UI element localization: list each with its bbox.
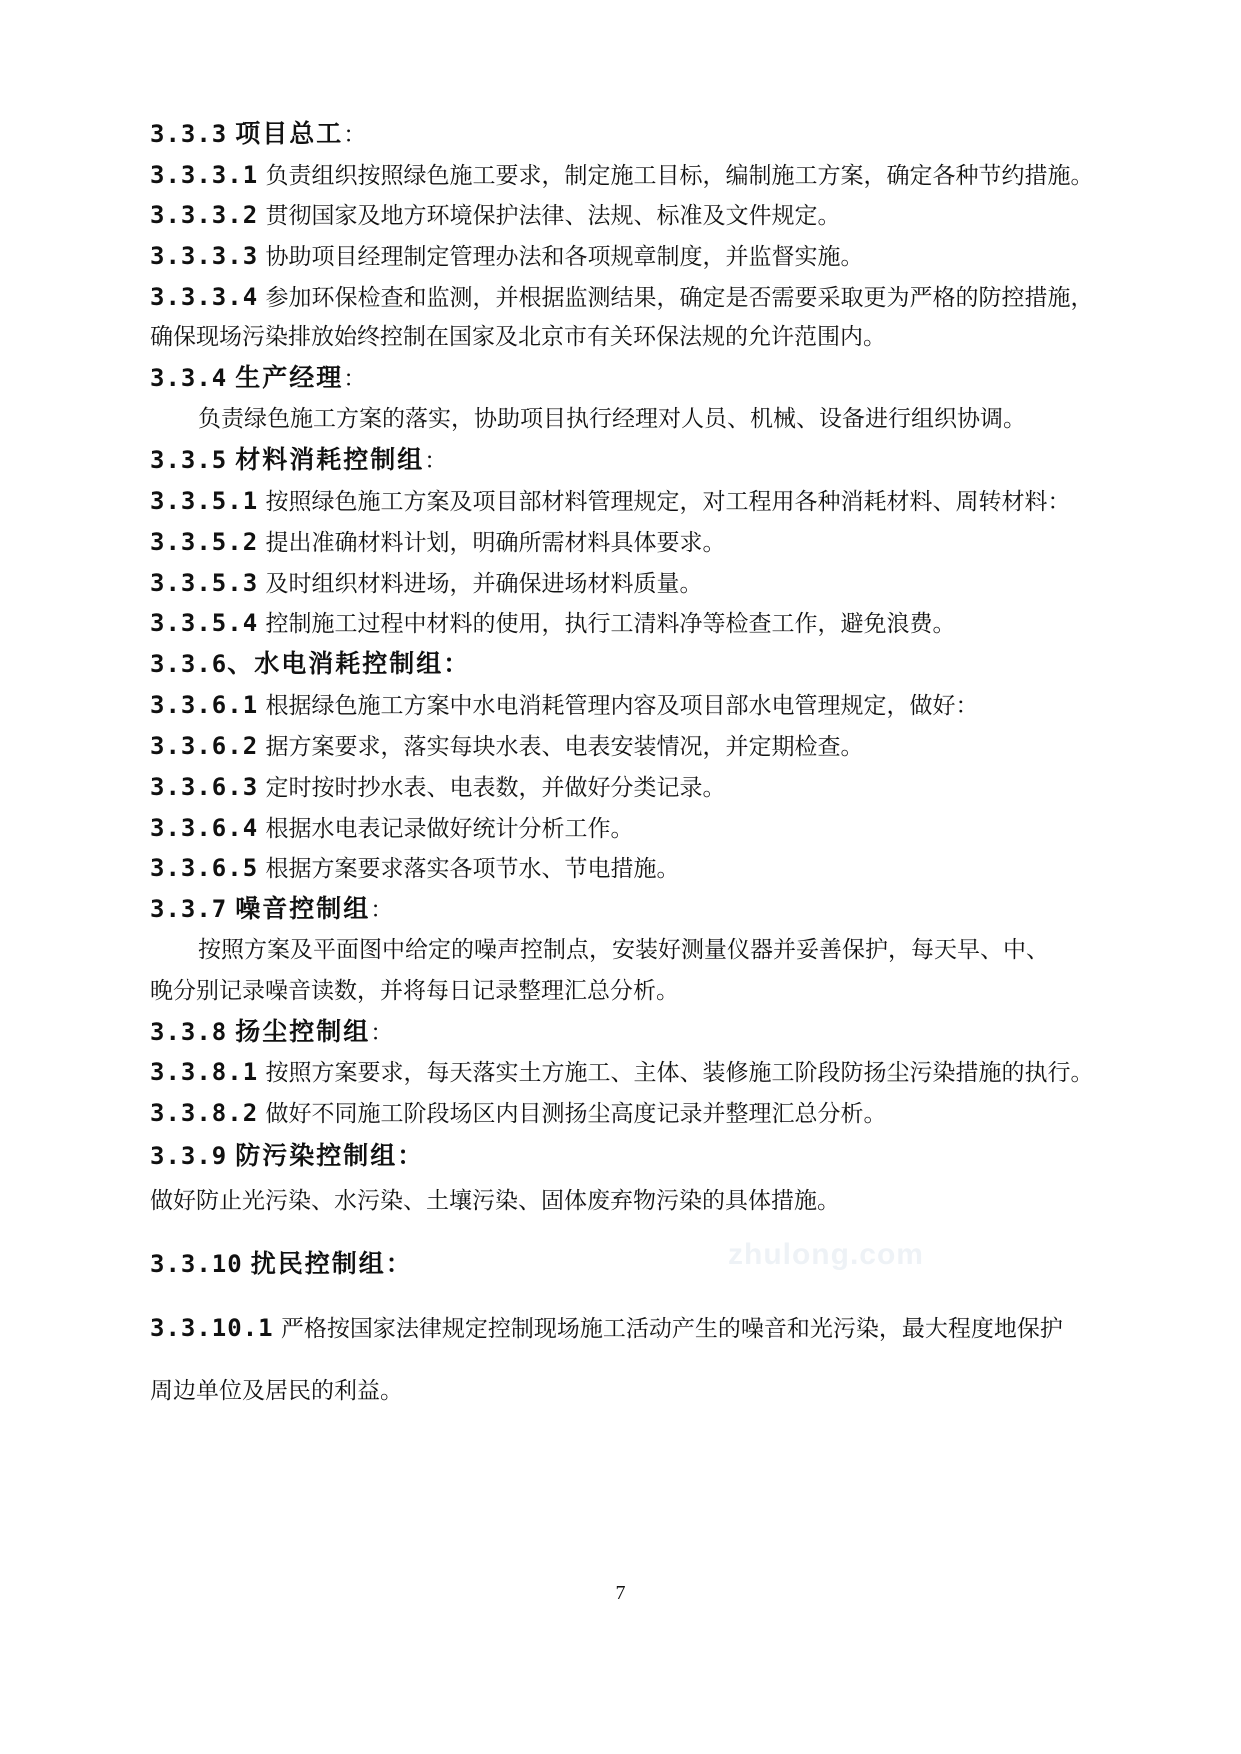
paragraph-item <box>150 160 1130 191</box>
page-number: 7 <box>615 1582 626 1604</box>
paragraph-item <box>150 282 1130 313</box>
paragraph-continuation <box>150 976 1130 1006</box>
item-text: 周边单位及居民的利益。 <box>150 1378 403 1404</box>
paragraph-item <box>150 527 1130 558</box>
paragraph-item <box>150 568 1130 599</box>
section-heading-3-3-7 <box>150 894 1130 925</box>
body-text: 按照方案及平面图中给定的噪声控制点，安装好测量仪器并妥善保护，每天早、中、 <box>198 937 1049 963</box>
section-heading-3-3-3 <box>150 119 1130 150</box>
item-number: 3.3.6.2 <box>150 732 259 760</box>
paragraph-continuation <box>150 322 1130 352</box>
item-number: 3.3.6.5 <box>150 854 259 882</box>
paragraph-item <box>150 772 1130 803</box>
item-number: 3.3.6.4 <box>150 814 259 842</box>
section-number: 3.3.3 <box>150 120 228 148</box>
item-text: 负责组织按照绿色施工要求，制定施工目标，编制施工方案，确定各种节约措施。 <box>265 163 1094 189</box>
section-title: 生产经理 <box>235 363 344 392</box>
item-text: 参加环保检查和监测，并根据监测结果，确定是否需要采取更为严格的防控措施， <box>265 285 1094 311</box>
item-text: 及时组织材料进场，并确保进场材料质量。 <box>265 571 703 597</box>
section-number: 3.3.10 <box>150 1250 243 1278</box>
item-number: 3.3.10.1 <box>150 1314 274 1342</box>
item-number: 3.3.6.3 <box>150 773 259 801</box>
section-heading-3-3-6 <box>150 649 1130 680</box>
heading-colon: ： <box>397 1141 425 1170</box>
item-number: 3.3.5.3 <box>150 569 259 597</box>
item-text: 按照绿色施工方案及项目部材料管理规定，对工程用各种消耗材料、周转材料： <box>265 489 1071 515</box>
item-number: 3.3.5.2 <box>150 528 259 556</box>
paragraph-item <box>150 241 1130 272</box>
body-text: 晚分别记录噪音读数，并将每日记录整理汇总分析。 <box>150 978 679 1004</box>
item-text: 做好不同施工阶段场区内目测扬尘高度记录并整理汇总分析。 <box>265 1101 887 1127</box>
item-text: 严格按国家法律规定控制现场施工活动产生的噪音和光污染，最大程度地保护 <box>280 1316 1063 1342</box>
section-number: 3.3.5 <box>150 446 228 474</box>
item-text: 根据方案要求落实各项节水、节电措施。 <box>265 856 680 882</box>
section-heading-3-3-8 <box>150 1017 1130 1048</box>
section-title: 噪音控制组 <box>235 894 371 923</box>
item-number: 3.3.6.1 <box>150 691 259 719</box>
heading-colon: ： <box>424 448 448 474</box>
section-number: 3.3.9 <box>150 1142 228 1170</box>
watermark-text: zhulong.com <box>728 1238 924 1271</box>
heading-colon: ： <box>343 366 367 392</box>
paragraph-item <box>150 1057 1130 1088</box>
section-heading-3-3-10 <box>150 1249 1130 1280</box>
section-title: 项目总工 <box>235 119 344 148</box>
section-heading-3-3-5 <box>150 445 1130 476</box>
item-text: 贯彻国家及地方环境保护法律、法规、标准及文件规定。 <box>265 203 841 229</box>
item-text: 根据水电表记录做好统计分析工作。 <box>265 816 634 842</box>
heading-colon: ： <box>343 122 367 148</box>
paragraph-continuation <box>150 1376 1130 1406</box>
item-number: 3.3.3.1 <box>150 161 259 189</box>
heading-colon: ： <box>385 1249 413 1278</box>
paragraph-item <box>150 1313 1130 1344</box>
section-number: 3.3.7 <box>150 895 228 923</box>
paragraph-item <box>150 608 1130 639</box>
section-number: 3.3.4 <box>150 364 228 392</box>
paragraph-item <box>150 486 1130 517</box>
item-text: 按照方案要求，每天落实土方施工、主体、装修施工阶段防扬尘污染措施的执行。 <box>265 1060 1094 1086</box>
item-text: 定时按时抄水表、电表数，并做好分类记录。 <box>265 775 726 801</box>
body-text: 做好防止光污染、水污染、土壤污染、固体废弃物污染的具体措施。 <box>150 1188 840 1214</box>
heading-colon: ： <box>443 649 471 678</box>
item-number: 3.3.8.2 <box>150 1099 259 1127</box>
heading-colon: ： <box>370 1020 394 1046</box>
item-number: 3.3.5.1 <box>150 487 259 515</box>
section-title: 扰民控制组 <box>250 1249 386 1278</box>
item-number: 3.3.3.3 <box>150 242 259 270</box>
section-heading-3-3-9 <box>150 1141 1130 1172</box>
item-text: 提出准确材料计划，明确所需材料具体要求。 <box>265 530 726 556</box>
item-text: 协助项目经理制定管理办法和各项规章制度，并监督实施。 <box>265 244 864 270</box>
section-heading-3-3-4 <box>150 363 1130 394</box>
section-number: 3.3.6 <box>150 650 228 678</box>
section-title: 防污染控制组 <box>235 1141 398 1170</box>
paragraph-item <box>150 200 1130 231</box>
item-number: 3.3.8.1 <box>150 1058 259 1086</box>
section-title: 材料消耗控制组 <box>235 445 425 474</box>
heading-colon: ： <box>370 897 394 923</box>
item-text: 根据绿色施工方案中水电消耗管理内容及项目部水电管理规定，做好： <box>265 693 979 719</box>
item-text: 确保现场污染排放始终控制在国家及北京市有关环保法规的允许范围内。 <box>150 324 886 350</box>
paragraph-item <box>150 690 1130 721</box>
item-number: 3.3.5.4 <box>150 609 259 637</box>
item-text: 控制施工过程中材料的使用，执行工清料净等检查工作，避免浪费。 <box>265 611 956 637</box>
paragraph-body <box>198 935 1178 965</box>
section-title: 扬尘控制组 <box>235 1017 371 1046</box>
paragraph-item <box>150 1098 1130 1129</box>
paragraph-body <box>150 1186 1130 1216</box>
body-text: 负责绿色施工方案的落实，协助项目执行经理对人员、机械、设备进行组织协调。 <box>198 406 1026 432</box>
section-number: 3.3.8 <box>150 1018 228 1046</box>
item-text: 据方案要求，落实每块水表、电表安装情况，并定期检查。 <box>265 734 864 760</box>
paragraph-item <box>150 731 1130 762</box>
item-number: 3.3.3.4 <box>150 283 259 311</box>
item-number: 3.3.3.2 <box>150 201 259 229</box>
paragraph-body <box>198 404 1178 434</box>
section-title: 、水电消耗控制组 <box>227 649 444 678</box>
paragraph-item <box>150 813 1130 844</box>
paragraph-item <box>150 853 1130 884</box>
